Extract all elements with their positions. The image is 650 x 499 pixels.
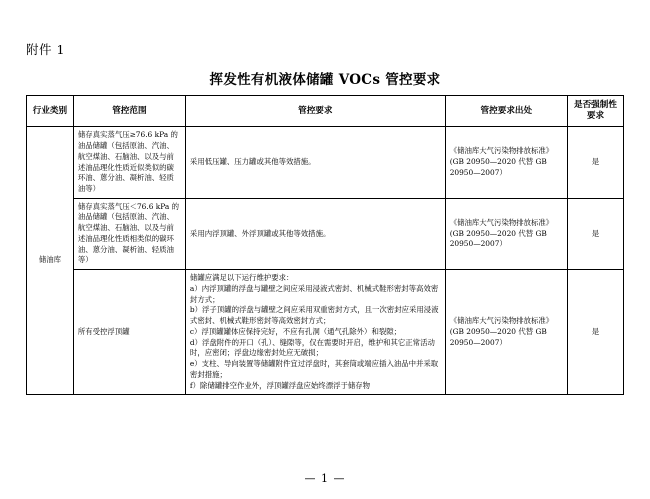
requirement-line: f）除储罐排空作业外，浮顶罐浮盘应始终漂浮于储存物 [189,380,371,390]
attachment-label: 附件 1 [26,42,65,57]
cell-mandatory: 是 [567,198,623,269]
cell-requirement: 采用内浮顶罐、外浮顶罐或其他等效措施。 [185,198,445,269]
cell-source: 《储油库大气污染物排放标准》(GB 20950—2020 代替 GB 20950—2007） [445,270,567,395]
page-title: 挥发性有机液体储罐 VOCs 管控要求 [209,72,441,88]
table-row [27,127,624,198]
requirement-line: b）浮子顶罐的浮盘与罐壁之间应采用双重密封方式，且一次密封应采用浸液式密封、机械式鞋形密封等高效密封方式； [189,305,439,326]
document-page [0,40,650,499]
header-mandatory: 是否强制性要求 [567,96,623,127]
cell-industry-category: 储油库 [27,127,74,395]
vocs-requirements-table [26,95,624,395]
page-number: — 1 — [304,472,346,485]
requirement-line: d）浮盘附件的开口（孔）、缝隙等，仅在需要时开启，维护和其它正常活动时，应密闭；浮盘边缘密封处应无破损； [189,337,435,358]
cell-source: 《储油库大气污染物排放标准》(GB 20950—2020 代替 GB 20950—2007） [445,198,567,269]
header-requirement: 管控要求 [185,96,445,127]
cell-scope: 储存真实蒸气压＜76.6 kPa 的油品储罐（包括原油、汽油、航空煤油、石脑油、以及与前述油品理化性质相类似的碳环油、蒽分油、凝析油、轻质油等） [73,198,185,269]
table-header-row [27,96,624,127]
header-scope: 管控范围 [73,96,185,127]
cell-scope: 所有受控浮顶罐 [73,270,185,395]
cell-mandatory: 是 [567,127,623,198]
cell-requirement: 采用低压罐、压力罐或其他等效措施。 [185,127,445,198]
cell-source: 《储油库大气污染物排放标准》(GB 20950—2020 代替 GB 20950—2007） [445,127,567,198]
table-row [27,198,624,269]
header-source: 管控要求出处 [445,96,567,127]
cell-requirement [185,270,445,395]
requirement-line: 储罐应满足以下运行维护要求： [189,273,294,283]
cell-scope: 储存真实蒸气压≥76.6 kPa 的油品储罐（包括原油、汽油、航空煤油、石脑油、以及与前述油品理化性质近似类似的碳环油、蒽分油、凝析油、轻质油等） [73,127,185,198]
requirement-line: c）浮顶罐罐体应保持完好，不应有孔洞（通气孔除外）和裂隙； [189,326,402,336]
header-industry: 行业类别 [27,96,74,127]
requirement-line: a）内浮顶罐的浮盘与罐壁之间应采用浸液式密封、机械式鞋形密封等高效密封方式； [189,283,439,304]
requirement-line-list [190,273,441,391]
requirement-line: e）支柱、导向装置等储罐附件宜过浮盘时，其套筒或端应插入油品中并采取密封措施； [189,359,439,379]
cell-mandatory: 是 [567,270,623,395]
table-row [27,270,624,395]
